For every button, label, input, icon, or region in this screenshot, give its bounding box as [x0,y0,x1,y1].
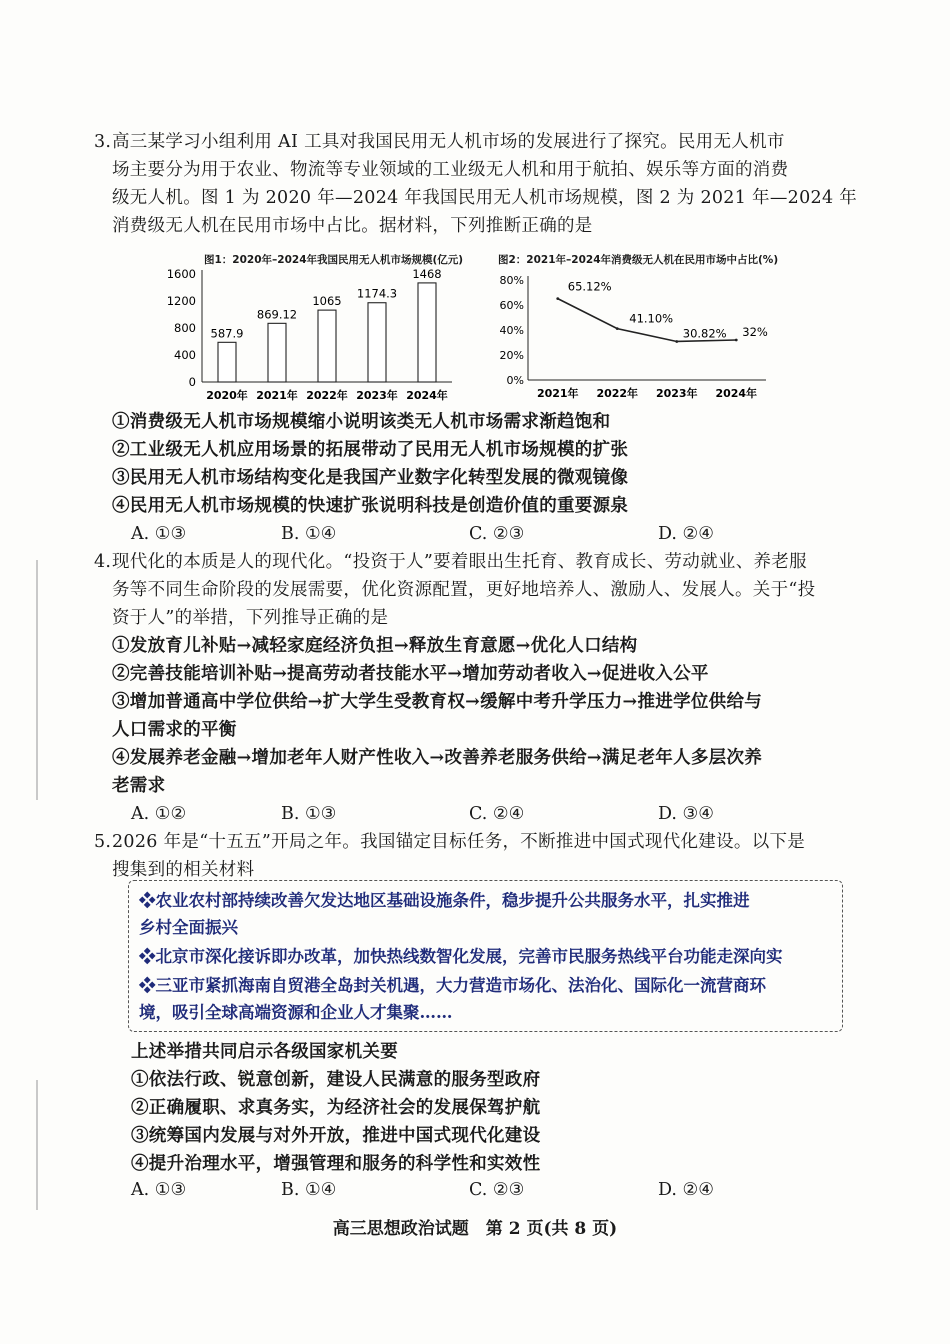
y-tick-label: 20% [499,349,524,362]
y-tick-label: 40% [499,324,524,337]
option-c[interactable]: C. ②③ [469,524,525,544]
question-text: 2026 年是“十五五”开局之年。我国锚定目标任务，不断推进中国式现代化建设。以下是 [112,832,806,852]
question-number: 3. [94,132,112,152]
chart-2-title: 图2：2021年–2024年消费级无人机在民用市场中占比(%) [498,254,779,266]
data-label: 65.12% [567,279,612,294]
data-point [556,297,559,300]
question-stem: 上述举措共同启示各级国家机关要 [131,1042,398,1062]
question-text: 现代化的本质是人的现代化。“投资于人”要着眼出生托育、教育成长、劳动就业、养老服 [112,552,807,572]
material-line: ❖三亚市紧抓海南自贸港全岛封关机遇，大力营造市场化、法治化、国际化一流营商环 [139,976,766,995]
chart-1-title: 图1：2020年–2024年我国民用无人机市场规模(亿元) [204,254,464,266]
y-tick-label: 80% [499,274,524,287]
chart-2-line [500,262,780,410]
y-tick-label: 800 [174,321,196,335]
bar [268,323,286,382]
bar [368,303,386,382]
statement: ③民用无人机市场结构变化是我国产业数字化转型发展的微观镜像 [112,468,629,488]
x-tick-label: 2020年 [206,389,248,402]
question-3-statements [112,408,847,520]
data-point [616,327,619,330]
scan-margin-mark [36,1080,38,1210]
statement: 老需求 [112,776,166,796]
y-tick-label: 0 [188,375,196,389]
y-tick-label: 1600 [166,267,196,281]
option-b[interactable]: B. ①③ [281,804,337,824]
data-label: 32% [742,325,768,339]
material-line: 乡村全面振兴 [139,918,238,937]
data-label: 1065 [312,294,342,309]
question-text: 场主要分为用于农业、物流等专业领域的工业级无人机和用于航拍、娱乐等方面的消费 [112,160,789,180]
option-d[interactable]: D. ②④ [658,524,714,544]
statement: ①依法行政、锐意创新，建设人民满意的服务型政府 [131,1070,541,1090]
option-b[interactable]: B. ①④ [281,524,337,544]
option-d[interactable]: D. ③④ [658,804,714,824]
data-label: 587.9 [210,326,244,341]
y-tick-label: 1200 [166,294,196,308]
x-tick-label: 2023年 [356,389,398,402]
scan-margin-mark [36,560,38,800]
statement: ①消费级无人机市场规模缩小说明该类无人机市场需求渐趋饱和 [112,412,611,432]
statement: ③增加普通高中学位供给→扩大学生受教育权→缓解中考升学压力→推进学位供给与 [112,692,763,712]
material-line: ❖北京市深化接诉即办改革，加快热线数智化发展，完善市民服务热线平台功能走深向实 [139,947,783,966]
option-b[interactable]: B. ①④ [281,1180,337,1200]
question-text: 务等不同生命阶段的发展需要，优化资源配置，更好地培养人、激励人、发展人。关于“投 [112,580,816,600]
x-tick-label: 2024年 [406,389,448,402]
x-tick-label: 2021年 [256,389,298,402]
statement: ③统筹国内发展与对外开放，推进中国式现代化建设 [131,1126,541,1146]
page-footer: 高三思想政治试题 第 2 页(共 8 页) [332,1219,618,1239]
data-label: 869.12 [256,307,298,322]
data-label: 1468 [412,266,442,281]
question-5-statements [131,1038,866,1178]
question-text: 级无人机。图 1 为 2020 年—2024 年我国民用无人机市场规模，图 2 为 2021 年—2024 年 [112,188,858,208]
question-text: 高三某学习小组利用 AI 工具对我国民用无人机市场的发展进行了探究。民用无人机市 [112,132,785,152]
option-a[interactable]: A. ①③ [131,1180,187,1200]
y-tick-label: 400 [174,348,196,362]
material-box [128,880,843,1032]
x-tick-label: 2024年 [715,387,758,400]
chart-1-bar [160,262,460,410]
x-tick-label: 2023年 [655,387,698,400]
question-text: 消费级无人机在民用市场中占比。据材料，下列推断正确的是 [112,216,593,236]
statement: ④民用无人机市场规模的快速扩张说明科技是创造价值的重要源泉 [112,496,629,516]
option-a[interactable]: A. ①② [131,804,187,824]
option-d[interactable]: D. ②④ [658,1180,714,1200]
statement: ②完善技能培训补贴→提高劳动者技能水平→增加劳动者收入→促进收入公平 [112,664,709,684]
option-c[interactable]: C. ②③ [469,1180,525,1200]
question-4 [94,548,847,800]
data-point [735,339,738,342]
data-label: 30.82% [682,326,727,341]
data-label: 41.10% [629,311,674,326]
statement: ②正确履职、求真务实，为经济社会的发展保驾护航 [131,1098,541,1118]
question-text: 搜集到的相关材料 [112,860,255,880]
data-label: 1174.3 [356,286,398,301]
statement: ①发放育儿补贴→减轻家庭经济负担→释放生育意愿→优化人口结构 [112,636,638,656]
bar [218,342,236,382]
x-tick-label: 2022年 [596,387,639,400]
statement: ④发展养老金融→增加老年人财产性收入→改善养老服务供给→满足老年人多层次养 [112,748,763,768]
question-3 [94,128,858,240]
bar [418,283,436,382]
material-line: 境，吸引全球高端资源和企业人才集聚…… [139,1003,453,1022]
statement: ④提升治理水平，增强管理和服务的科学性和实效性 [131,1154,541,1174]
option-a[interactable]: A. ①③ [131,524,187,544]
material-line: ❖农业农村部持续改善欠发达地区基础设施条件，稳步提升公共服务水平，扎实推进 [139,891,750,910]
question-number: 4. [94,552,112,572]
statement: ②工业级无人机应用场景的拓展带动了民用无人机市场规模的扩张 [112,440,629,460]
option-c[interactable]: C. ②④ [469,804,525,824]
question-number: 5. [94,832,112,852]
bar [318,310,336,382]
x-tick-label: 2021年 [536,387,579,400]
question-5 [94,828,847,884]
y-tick-label: 60% [499,299,524,312]
y-tick-label: 0% [506,374,524,387]
question-text: 资于人”的举措，下列推导正确的是 [112,608,389,628]
statement: 人口需求的平衡 [112,720,237,740]
data-point [675,340,678,343]
x-tick-label: 2022年 [306,389,348,402]
